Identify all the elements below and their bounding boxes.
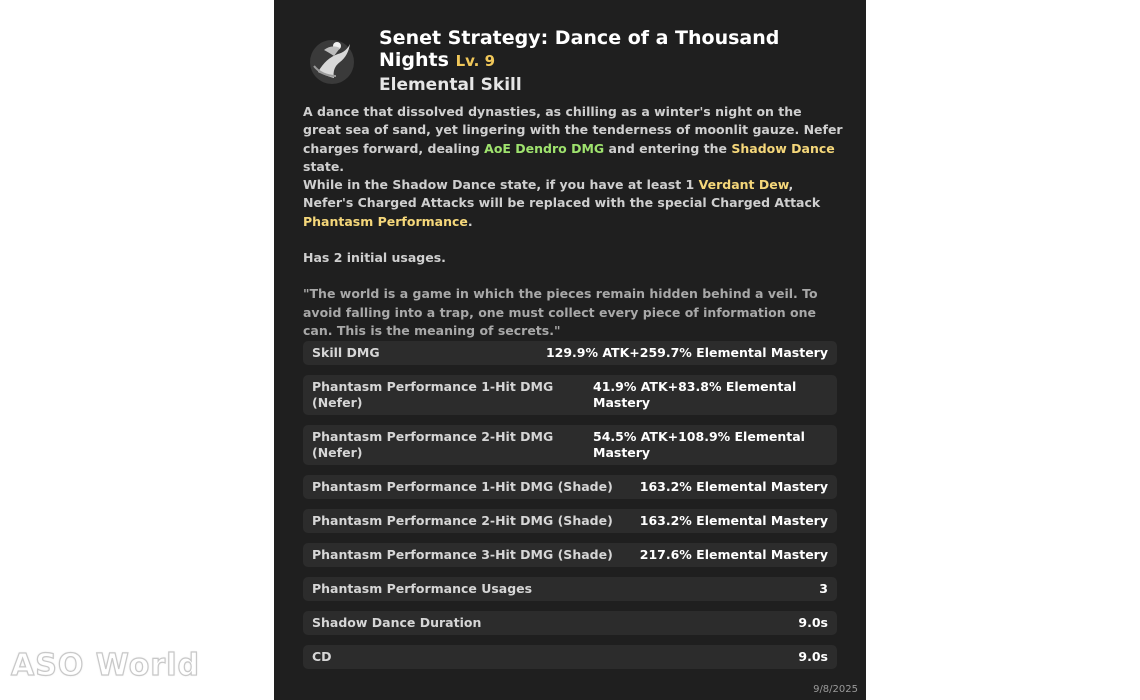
stat-label: Phantasm Performance 1-Hit DMG (Nefer) — [312, 379, 554, 410]
desc-text: A dance that dissolved dynasties, as chilling as a winter's night on the great sea of sand, yet lingering with the tenderness of moonlit gauze. Nefer charges forward, dealing — [303, 104, 843, 156]
desc-text: , Nefer's Charged Attacks will be replaced with the special Charged Attack — [303, 177, 821, 211]
stat-value: 9.0s — [798, 615, 828, 630]
skill-header — [379, 27, 849, 96]
stat-value: 163.2% Elemental Mastery — [639, 479, 828, 494]
skill-type: Elemental Skill — [379, 75, 522, 95]
stat-label: Phantasm Performance 2-Hit DMG (Nefer) — [312, 429, 554, 460]
stat-value: 129.9% ATK+259.7% Elemental Mastery — [545, 345, 828, 360]
stat-label: Skill DMG — [312, 345, 380, 360]
dendro-dmg-keyword: AoE Dendro DMG — [484, 140, 605, 156]
desc-text: While in the Shadow Dance state, if you have at least 1 — [303, 177, 699, 193]
verdant-dew-keyword: Verdant Dew — [698, 177, 789, 193]
watermark-logo: ASO World — [11, 648, 200, 683]
stat-value: 3 — [819, 581, 828, 596]
stat-value: 163.2% Elemental Mastery — [639, 513, 828, 528]
stat-label: Phantasm Performance 1-Hit DMG (Shade) — [312, 479, 613, 494]
description-paragraph — [303, 103, 843, 176]
stat-row — [303, 543, 837, 567]
stat-value: 54.5% ATK+108.9% Elemental Mastery — [593, 429, 805, 460]
stat-label: Phantasm Performance 2-Hit DMG (Shade) — [312, 513, 613, 528]
stat-row — [303, 577, 837, 601]
stat-label: Shadow Dance Duration — [312, 615, 482, 630]
skill-title — [379, 27, 849, 72]
stat-row — [303, 375, 837, 415]
date-stamp: 9/8/2025 — [813, 684, 858, 695]
shadow-dance-keyword: Shadow Dance — [731, 140, 835, 156]
desc-text: and entering the — [604, 140, 732, 156]
stat-label: Phantasm Performance Usages — [312, 581, 533, 596]
usages-text: Has 2 initial usages. — [303, 250, 446, 266]
stat-row — [303, 425, 837, 465]
skill-level: Lv. 9 — [455, 52, 496, 70]
flavor-quote: "The world is a game in which the pieces remain hidden behind a veil. To avoid falling into a trap, one must collect every piece of information one can. This is the meaning of secrets." — [303, 286, 818, 338]
skill-description — [303, 103, 843, 340]
stat-value: 217.6% Elemental Mastery — [639, 547, 828, 562]
desc-text: . — [467, 213, 473, 229]
stat-value: 9.0s — [798, 649, 828, 664]
phantasm-performance-keyword: Phantasm Performance — [303, 213, 468, 229]
skill-panel — [274, 0, 866, 700]
stats-table — [303, 341, 837, 679]
stat-label: Phantasm Performance 3-Hit DMG (Shade) — [312, 547, 613, 562]
dancer-icon — [304, 32, 360, 88]
stat-row — [303, 341, 837, 365]
stat-row — [303, 509, 837, 533]
description-paragraph — [303, 176, 843, 231]
stat-row — [303, 611, 837, 635]
stat-value: 41.9% ATK+83.8% Elemental Mastery — [593, 379, 797, 410]
stat-label: CD — [312, 649, 332, 664]
skill-name: Senet Strategy: Dance of a Thousand Nights — [379, 27, 780, 71]
desc-text: state. — [303, 158, 345, 174]
stat-row — [303, 645, 837, 669]
stat-row — [303, 475, 837, 499]
